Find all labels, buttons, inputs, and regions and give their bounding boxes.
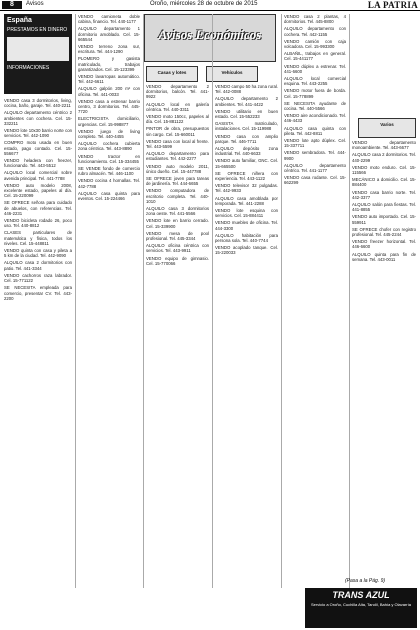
classified-ad: ALQUILO depósito zona industrial. Tel. 440-6633: [215, 146, 278, 157]
classified-column-3: [146, 84, 209, 604]
classified-ad: VENDO utilitario en buen estado. Cel. 15-552233: [215, 108, 278, 120]
classified-ad: VENDO bicicleta rodado 26, poco uso. Tel. 440-8812: [4, 218, 72, 229]
classified-ad: VENDO auto importado. Cel. 15-559911: [352, 214, 416, 225]
classified-ad: VENDO casa barrio norte. Tel. 442-3377: [352, 189, 416, 200]
classified-ad: VENDO cachorros raza labrador. Cel. 15-771122: [4, 272, 72, 284]
mini-ad-casas: Casas y lotes: [146, 66, 198, 82]
classified-ad: CLASES particulares de matemática y física, todos los niveles. Cel. 15-448811: [4, 230, 72, 246]
column-rule: [281, 14, 282, 588]
classified-ad: VENDO auto modelo 2008, excelente estado, papeles al día. Cel. 15-220099: [4, 182, 72, 199]
classified-ad: VENDO juego de living completo. Tel. 440-4455: [78, 128, 140, 140]
classified-ad: VENDO auto familiar, GNC. Cel. 15-665500: [215, 158, 278, 169]
classified-ad: SE OFRECE joven para tareas de jardinería. Tel. 444-6655: [146, 176, 209, 187]
classified-ad: VENDO heladera con freezer, funcionando. Tel. 443-5512: [4, 158, 72, 169]
classified-ad: ALQUILO galpón 200 m² con oficina. Tel. 441-0033: [78, 86, 140, 97]
classified-ad: VENDO lote esquina con servicios. Cel. 15-884411: [215, 208, 278, 219]
classified-ad: VENDO computadora de escritorio completa. Tel. 440-1010: [146, 188, 209, 204]
classified-column-4: [215, 84, 278, 604]
classified-ad: VENDO dúplex a estrenar. Tel. 441-6600: [284, 63, 346, 74]
classified-ad: SE OFRECE niñera con experiencia. Tel. 443-1122: [215, 170, 278, 182]
classified-ad: VENDO lote en barrio cerrado. Cel. 15-339900: [146, 218, 209, 229]
classified-ad: VENDO tractor en funcionamiento. Cel. 15-334455: [78, 153, 140, 164]
classified-ad: COMPRO moto usada en buen estado, pago contado. Cel. 15-556677: [4, 140, 72, 156]
classified-ad: ALQUILO casa quinta con pileta. Tel. 442-8811: [284, 125, 346, 136]
classified-ad: VENDO moto enduro. Cel. 15-115566: [352, 164, 416, 176]
classified-column-6: [352, 140, 416, 576]
classified-ad: PINTOR de obra, presupuestos sin cargo. Cel. 15-660011: [146, 126, 209, 137]
classified-ad: SE NECESITA empleada para comercio, presentar CV. Tel. 443-2200: [4, 285, 72, 301]
classified-ad: VENDO casa 3 dormitorios, living, cocina, baño, garaje. Tel. 440-2211: [4, 98, 72, 109]
classified-column-2: [78, 14, 140, 604]
newspaper-brand: LA PATRIA: [367, 0, 418, 10]
classified-ad: ALQUILO departamento céntrico. Tel. 441-1177: [284, 162, 346, 174]
classified-ad: VENDO quinta con casa y pileta a 5 km de la ciudad. Tel. 442-9090: [4, 248, 72, 259]
classified-ad: VENDO televisor 32 pulgadas. Tel. 442-9933: [215, 183, 278, 194]
classified-ad: SE VENDE fondo de comercio rubro almacén. Tel. 446-1100: [78, 166, 140, 177]
banner-title: Avisos Económicos: [158, 27, 262, 42]
classified-ad: VENDO freezer horizontal. Tel. 446-6600: [352, 239, 416, 250]
ad-info: INFORMACIONES: [7, 65, 50, 71]
classified-ad: ALQUILO departamento céntrico 2 ambientes con cochera. Cel. 15-332211: [4, 110, 72, 126]
classified-ad: VENDO equipo de gimnasio. Cel. 15-770066: [146, 255, 209, 266]
classified-ad: VENDO casa a estrenar barrio centro, 3 dormitorios. Tel. 445-7720: [78, 98, 140, 115]
classified-ad: VENDO sembradora. Tel. 444-9900: [284, 150, 346, 161]
page-number: 8: [2, 1, 22, 9]
column-rule: [349, 14, 350, 588]
footer-ad-info: Servicio a Oroño, Cuchilla Alta, Tandil, Bahía y Olavarría: [311, 602, 411, 607]
classified-ad: ALQUILO local comercial sobre avenida principal. Tel. 441-7788: [4, 170, 72, 181]
classified-ad: VENDO departamento 2 dormitorios, balcón. Tel. 441-9922: [146, 84, 209, 100]
mini-ad-vehiculos: Vehículos: [206, 66, 258, 82]
classified-ad: SE OFRECE señora para cuidado de abuelos, con referencias. Tel. 446-2231: [4, 200, 72, 216]
classified-ad: ALQUILO quinta para fin de semana. Tel. 443-0011: [352, 251, 416, 262]
classified-ad: SE OFRECE chofer con registro profesional. Tel. 445-2244: [352, 226, 416, 238]
classified-ad: ALQUILO oficina céntrica con servicios. Tel. 443-9911: [146, 243, 209, 254]
classified-ad: VENDO terreno zona sur, escritura. Tel. 444-1290: [78, 44, 140, 55]
classified-ad: VENDO campo 50 ha zona rural. Tel. 442-0088: [215, 84, 278, 95]
section-name: Avisos: [26, 1, 44, 7]
classified-ad: ALQUILO departamento con cochera. Tel. 442-1155: [284, 26, 346, 37]
ad-subtitle: PRESTAMOS EN DINERO: [7, 27, 68, 33]
classified-ad: VENDO auto modelo 2011, único dueño. Cel. 15-447788: [146, 163, 209, 174]
classified-ad: ALQUILO casa 2 dormitorios. Tel. 440-2299: [352, 152, 416, 163]
classified-ad: ALQUILO casa 2 dormitorios con patio. Tel. 441-3344: [4, 260, 72, 271]
classified-ad: VENDO cocina 4 hornallas. Tel. 442-7788: [78, 178, 140, 189]
classified-ad: VENDO lote 10x30 barrio norte con servicios. Tel. 442-1090: [4, 128, 72, 139]
column-rule: [75, 14, 76, 588]
classified-ad: ELECTRICISTA domiciliario, urgencias. Cel. 15-998877: [78, 116, 140, 127]
classified-ad: VENDO aire acondicionado. Tel. 446-4433: [284, 113, 346, 124]
classified-ad: VENDO motor fuera de borda. Cel. 15-778899: [284, 88, 346, 99]
classified-ad: ALQUILO local en galería céntrica. Tel. 440-3311: [146, 101, 209, 112]
classified-ad: VENDO camión con caja volcadora. Cel. 15-993300: [284, 38, 346, 50]
issue-date: Oroño, miércoles 28 de octubre de 2015: [150, 1, 258, 7]
classified-ad: ALQUILO habitación para persona sola. Tel. 440-7744: [215, 232, 278, 244]
continued-note: (Pasa a la Pág. 9): [345, 578, 386, 584]
classified-ad: GASISTA matriculado, instalaciones. Cel. 15-119988: [215, 121, 278, 132]
page-header: [0, 0, 420, 11]
classified-ad: ALQUILO casa amoblada por temporada. Tel. 441-2288: [215, 195, 278, 206]
classified-ad: VENDO lavarropas automático. Tel. 442-6611: [78, 74, 140, 85]
classified-ad: VENDO casa rodante. Cel. 15-662299: [284, 175, 346, 186]
classifieds-banner: [144, 14, 276, 62]
classified-ad: VENDO casa con amplio parque. Tel. 446-7711: [215, 133, 278, 144]
classified-ad: ALQUILO departamento 2 ambientes. Tel. 441-4422: [215, 96, 278, 107]
classified-ad: ALQUILO casa quinta para eventos. Cel. 15-224466: [78, 190, 140, 202]
classified-ad: VENDO muebles de oficina. Tel. 444-3300: [215, 220, 278, 231]
classified-ad: ALQUILO departamento 1 dormitorio amoblado. Cel. 15-665544: [78, 26, 140, 42]
classified-column-5: [284, 14, 346, 584]
classified-ad: SE NECESITA ayudante de cocina. Tel. 440-5566: [284, 100, 346, 112]
classified-ad: VENDO casa 2 plantas, 4 dormitorios. Tel. 445-8800: [284, 14, 346, 25]
classified-ad: ALQUILO local comercial esquina. Tel. 443-2255: [284, 76, 346, 87]
footer-ad-name: TRANS AZUL: [332, 590, 390, 600]
classified-ad: VENDO lote apto dúplex. Cel. 15-337711: [284, 138, 346, 149]
ad-image: [7, 37, 69, 61]
classified-ad: MECÁNICO a domicilio. Cel. 15-884400: [352, 177, 416, 188]
advertisement-espana: [4, 14, 72, 94]
ad-title: España: [7, 17, 32, 24]
column-rule: [143, 14, 144, 588]
classified-column-1: [4, 98, 72, 588]
mini-ad-varios: Varios: [358, 118, 416, 138]
classified-ad: ALQUILO departamento para estudiantes. Tel. 442-2277: [146, 151, 209, 162]
classified-ad: VENDO acoplado tanque. Cel. 15-220033: [215, 245, 278, 256]
classified-ad: ALQUILO salón para fiestas. Tel. 441-8855: [352, 202, 416, 213]
column-rule: [212, 14, 213, 588]
advertisement-trans-azul: [305, 588, 417, 628]
classified-ad: VENDO mesa de pool profesional. Tel. 445-3344: [146, 230, 209, 242]
classified-ad: ALQUILO casa 3 dormitorios zona oeste. Tel. 441-5566: [146, 206, 209, 217]
classified-ad: VENDO casa con local al frente. Tel. 443-5599: [146, 138, 209, 150]
classified-ad: VENDO moto 150cc, papeles al día. Cel. 15-881122: [146, 114, 209, 125]
classified-ad: ALQUILO cochera cubierta zona céntrica. Tel. 443-8890: [78, 141, 140, 152]
classified-ad: VENDO camioneta doble cabina, financio. Tel. 440-1177: [78, 14, 140, 25]
classified-ad: VENDO departamento monoambiente. Tel. 443-6677: [352, 140, 416, 151]
classified-ad: ALBAÑIL, trabajos en general. Cel. 15-441177: [284, 51, 346, 62]
classified-ad: PLOMERO y gasista matriculado, trabajos garantizados. Cel. 15-123399: [78, 56, 140, 72]
